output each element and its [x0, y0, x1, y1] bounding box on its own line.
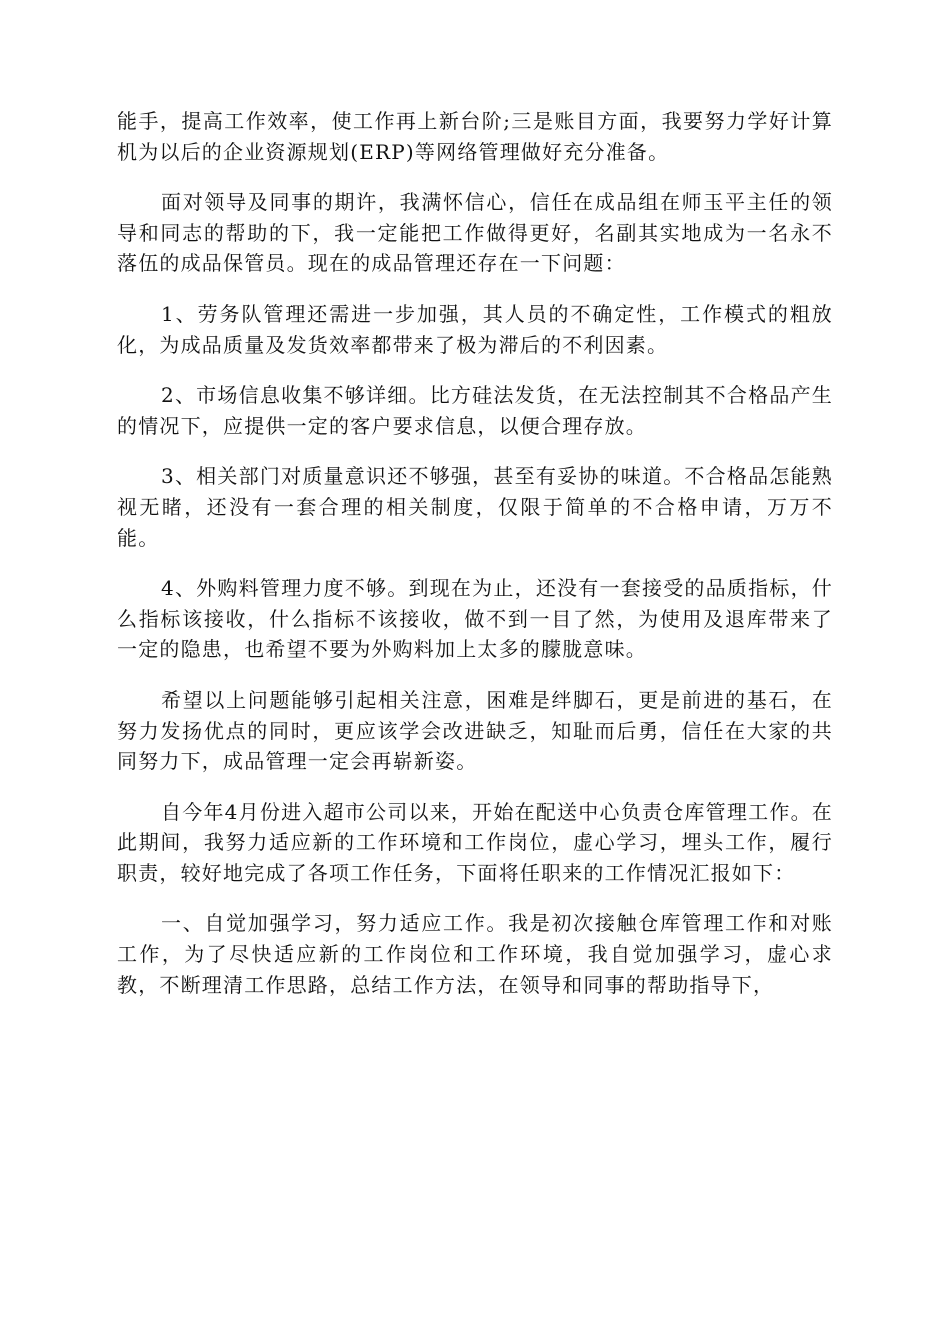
paragraph-continuation: 能手，提高工作效率，使工作再上新台阶;三是账目方面，我要努力学好计算机为以后的企业资源规划(ERP)等网络管理做好充分准备。: [117, 109, 833, 164]
paragraph-issue-3: 3、相关部门对质量意识还不够强，甚至有妥协的味道。不合格品怎能熟视无睹，还没有一套合理的相关制度，仅限于简单的不合格申请，万万不能。: [117, 464, 833, 550]
paragraph-expectations: 面对领导及同事的期许，我满怀信心，信任在成品组在师玉平主任的领导和同志的帮助的下，我一定能把工作做得更好，名副其实地成为一名永不落伍的成品保管员。现在的成品管理还存在一下问题：: [117, 190, 833, 276]
paragraph-issue-2: 2、市场信息收集不够详细。比方硅法发货，在无法控制其不合格品产生的情况下，应提供一定的客户要求信息，以便合理存放。: [117, 383, 833, 438]
paragraph-section-1: 一、自觉加强学习，努力适应工作。我是初次接触仓库管理工作和对账工作，为了尽快适应新的工作岗位和工作环境，我自觉加强学习，虚心求教，不断理清工作思路，总结工作方法，在领导和同事的帮助指导下，: [117, 911, 833, 997]
paragraph-issue-4: 4、外购料管理力度不够。到现在为止，还没有一套接受的品质指标，什么指标该接收，什么指标不该接收，做不到一目了然，为使用及退库带来了一定的隐患，也希望不要为外购料加上太多的朦胧意味。: [117, 576, 833, 662]
paragraph-hope: 希望以上问题能够引起相关注意，困难是绊脚石，更是前进的基石，在努力发扬优点的同时，更应该学会改进缺乏，知耻而后勇，信任在大家的共同努力下，成品管理一定会再崭新姿。: [117, 687, 833, 774]
paragraph-report-intro: 自今年4月份进入超市公司以来，开始在配送中心负责仓库管理工作。在此期间，我努力适应新的工作环境和工作岗位，虚心学习，埋头工作，履行职责，较好地完成了各项工作任务，下面将任职来的工作情况汇报如下：: [117, 799, 833, 885]
paragraph-issue-1: 1、劳务队管理还需进一步加强，其人员的不确定性，工作模式的粗放化，为成品质量及发货效率都带来了极为滞后的不利因素。: [117, 301, 833, 357]
document-page: [117, 106, 833, 1020]
